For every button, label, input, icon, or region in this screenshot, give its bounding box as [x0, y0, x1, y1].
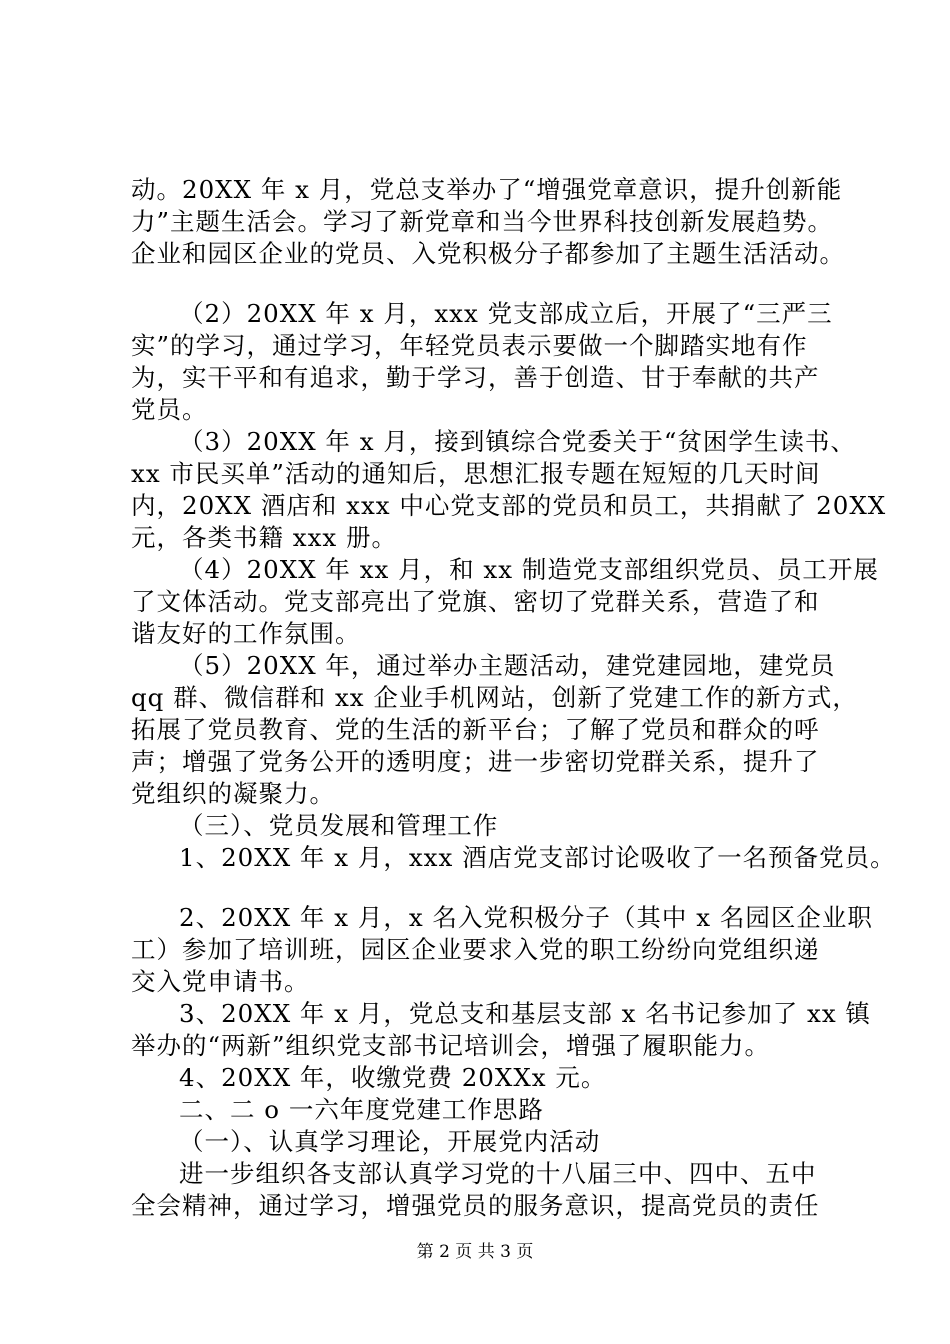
section-heading: （三）、党员发展和管理工作: [179, 811, 499, 840]
text-line: 力”主题生活会。学习了新党章和当今世界科技创新发展趋势。: [131, 207, 834, 236]
text-line: 为，实干平和有追求，勤于学习，善于创造、甘于奉献的共产: [131, 363, 820, 392]
text-line: 全会精神，通过学习，增强党员的服务意识，提高党员的责任: [131, 1191, 820, 1220]
text-line: 交入党申请书。: [131, 967, 310, 996]
text-line: 3、20XX 年 x 月，党总支和基层支部 x 名书记参加了 xx 镇: [179, 999, 871, 1028]
text-line: （4）20XX 年 xx 月，和 xx 制造党支部组织党员、员工开展: [179, 555, 879, 584]
text-line: 1、20XX 年 x 月，xxx 酒店党支部讨论吸收了一名预备党员。: [179, 843, 896, 872]
text-line: 了文体活动。党支部亮出了党旗、密切了党群关系，营造了和: [131, 587, 820, 616]
text-line: 党组织的凝聚力。: [131, 779, 335, 808]
text-line: 动。20XX 年 x 月，党总支举办了“增强党章意识，提升创新能: [131, 175, 843, 204]
section-heading: 二、二 o 一六年度党建工作思路: [179, 1095, 544, 1124]
text-line: 声；增强了党务公开的透明度；进一步密切党群关系，提升了: [131, 747, 820, 776]
text-line: 实”的学习，通过学习，年轻党员表示要做一个脚踏实地有作: [131, 331, 808, 360]
text-line: 谐友好的工作氛围。: [131, 619, 361, 648]
text-line: xx 市民买单”活动的通知后，思想汇报专题在短短的几天时间: [131, 459, 821, 488]
text-line: 举办的“两新”组织党支部书记培训会，增强了履职能力。: [131, 1031, 771, 1060]
text-line: 4、20XX 年，收缴党费 20XXx 元。: [179, 1063, 607, 1092]
text-line: 2、20XX 年 x 月，x 名入党积极分子（其中 x 名园区企业职: [179, 903, 873, 932]
text-line: （2）20XX 年 x 月，xxx 党支部成立后，开展了“三严三: [179, 299, 833, 328]
text-line: 企业和园区企业的党员、入党积极分子都参加了主题生活活动。: [131, 239, 845, 268]
text-line: （5）20XX 年，通过举办主题活动，建党建园地，建党员: [179, 651, 836, 680]
text-line: 内，20XX 酒店和 xxx 中心党支部的党员和员工，共捐献了 20XX: [131, 491, 887, 520]
text-line: （3）20XX 年 x 月，接到镇综合党委关于“贫困学生读书、: [179, 427, 856, 456]
text-line: 元，各类书籍 xxx 册。: [131, 523, 398, 552]
page-footer: 第 2 页 共 3 页: [416, 1242, 534, 1262]
text-line: 拓展了党员教育、党的生活的新平台；了解了党员和群众的呼: [131, 715, 820, 744]
text-line: 党员。: [131, 395, 208, 424]
text-line: 工）参加了培训班，园区企业要求入党的职工纷纷向党组织递: [131, 935, 820, 964]
section-heading: （一）、认真学习理论，开展党内活动: [179, 1127, 601, 1156]
text-line: qq 群、微信群和 xx 企业手机网站，创新了党建工作的新方式，: [131, 683, 858, 712]
text-line: 进一步组织各支部认真学习党的十八届三中、四中、五中: [179, 1159, 817, 1188]
